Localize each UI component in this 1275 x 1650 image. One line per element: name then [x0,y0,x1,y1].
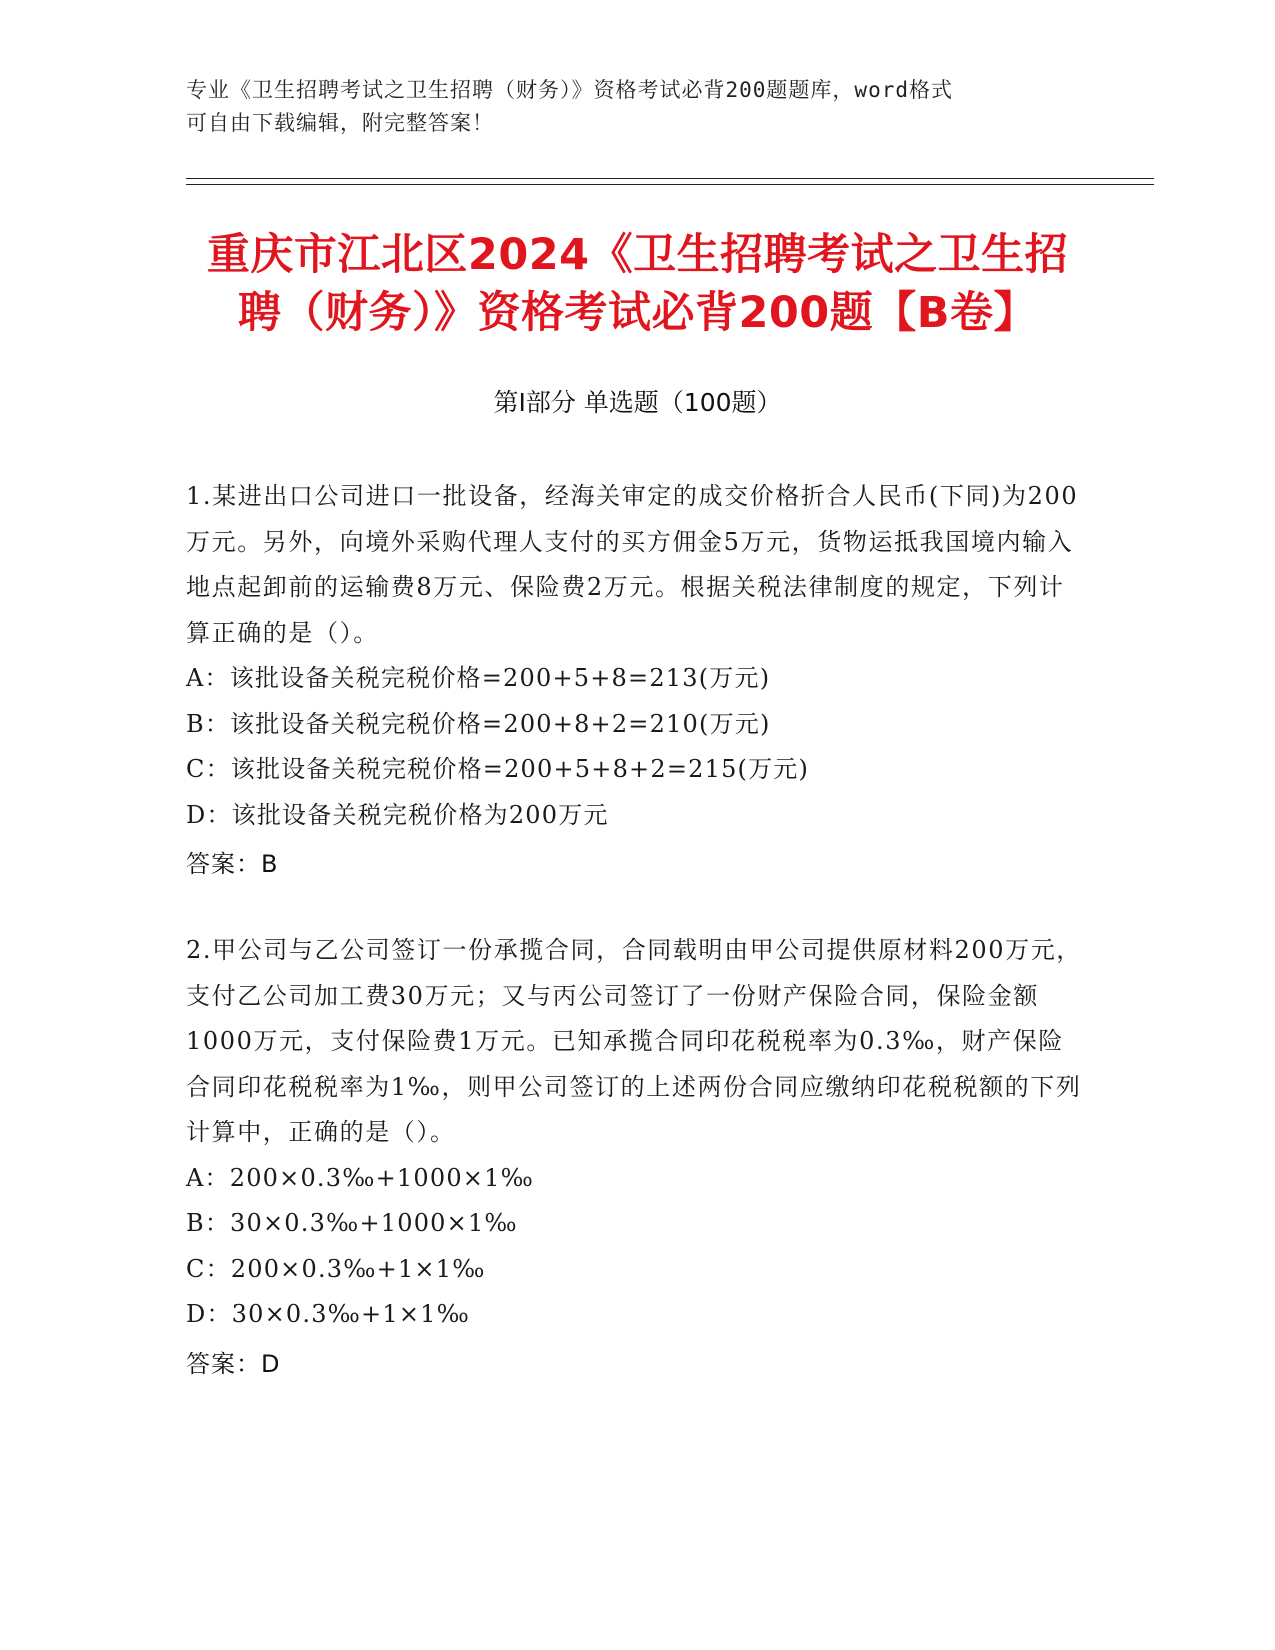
option-d: D：30×0.3‰+1×1‰ [186,1300,471,1328]
header-divider-bottom [186,184,1154,185]
option-c: C：200×0.3‰+1×1‰ [186,1254,486,1283]
section-title: 第Ⅰ部分 单选题（100题） [493,388,782,417]
document-title-line-2: 聘（财务）》资格考试必背200题【B卷】 [237,288,1038,338]
question-1 [186,474,1086,884]
option-b: B：30×0.3‰+1000×1‰ [186,1209,518,1237]
header-divider-top [186,178,1154,179]
header-note-line-2: 可自由下载编辑，附完整答案！ [186,111,494,135]
question-stem: 2.甲公司与乙公司签订一份承揽合同，合同载明由甲公司提供原材料200万元，支付乙公司加工费30万元；又与丙公司签订了一份财产保险合同，保险金额1000万元，支付保险费1万元。已知承揽合同印花税税率为0.3‰，财产保险合同印花税税率为1‰，则甲公司签订的上述两份合同应缴纳印花税税额的下列计算中，正确的是（）。 [186,936,1082,1146]
answer: 答案：D [186,1349,281,1378]
option-b: B：该批设备关税完税价格=200+8+2=210(万元) [186,709,771,738]
option-c: C：该批设备关税完税价格=200+5+8+2=215(万元) [186,755,810,783]
document-title [180,226,1095,342]
header-note [186,74,1066,140]
document-title-line-1: 重庆市江北区2024《卫生招聘考试之卫生招 [206,230,1069,280]
question-2 [186,928,1086,1384]
option-a: A：200×0.3‰+1000×1‰ [186,1163,534,1192]
answer: 答案：B [186,850,279,878]
header-note-line-1: 专业《卫生招聘考试之卫生招聘（财务）》资格考试必背200题题库，word格式 [186,78,953,102]
option-a: A：该批设备关税完税价格=200+5+8=213(万元) [186,664,771,692]
question-stem: 1.某进出口公司进口一批设备，经海关审定的成交价格折合人民币(下同)为200万元。另外，向境外采购代理人支付的买方佣金5万元，货物运抵我国境内输入地点起卸前的运输费8万元、保险费2万元。根据关税法律制度的规定，下列计算正确的是（）。 [186,482,1079,647]
option-d: D：该批设备关税完税价格为200万元 [186,800,609,829]
